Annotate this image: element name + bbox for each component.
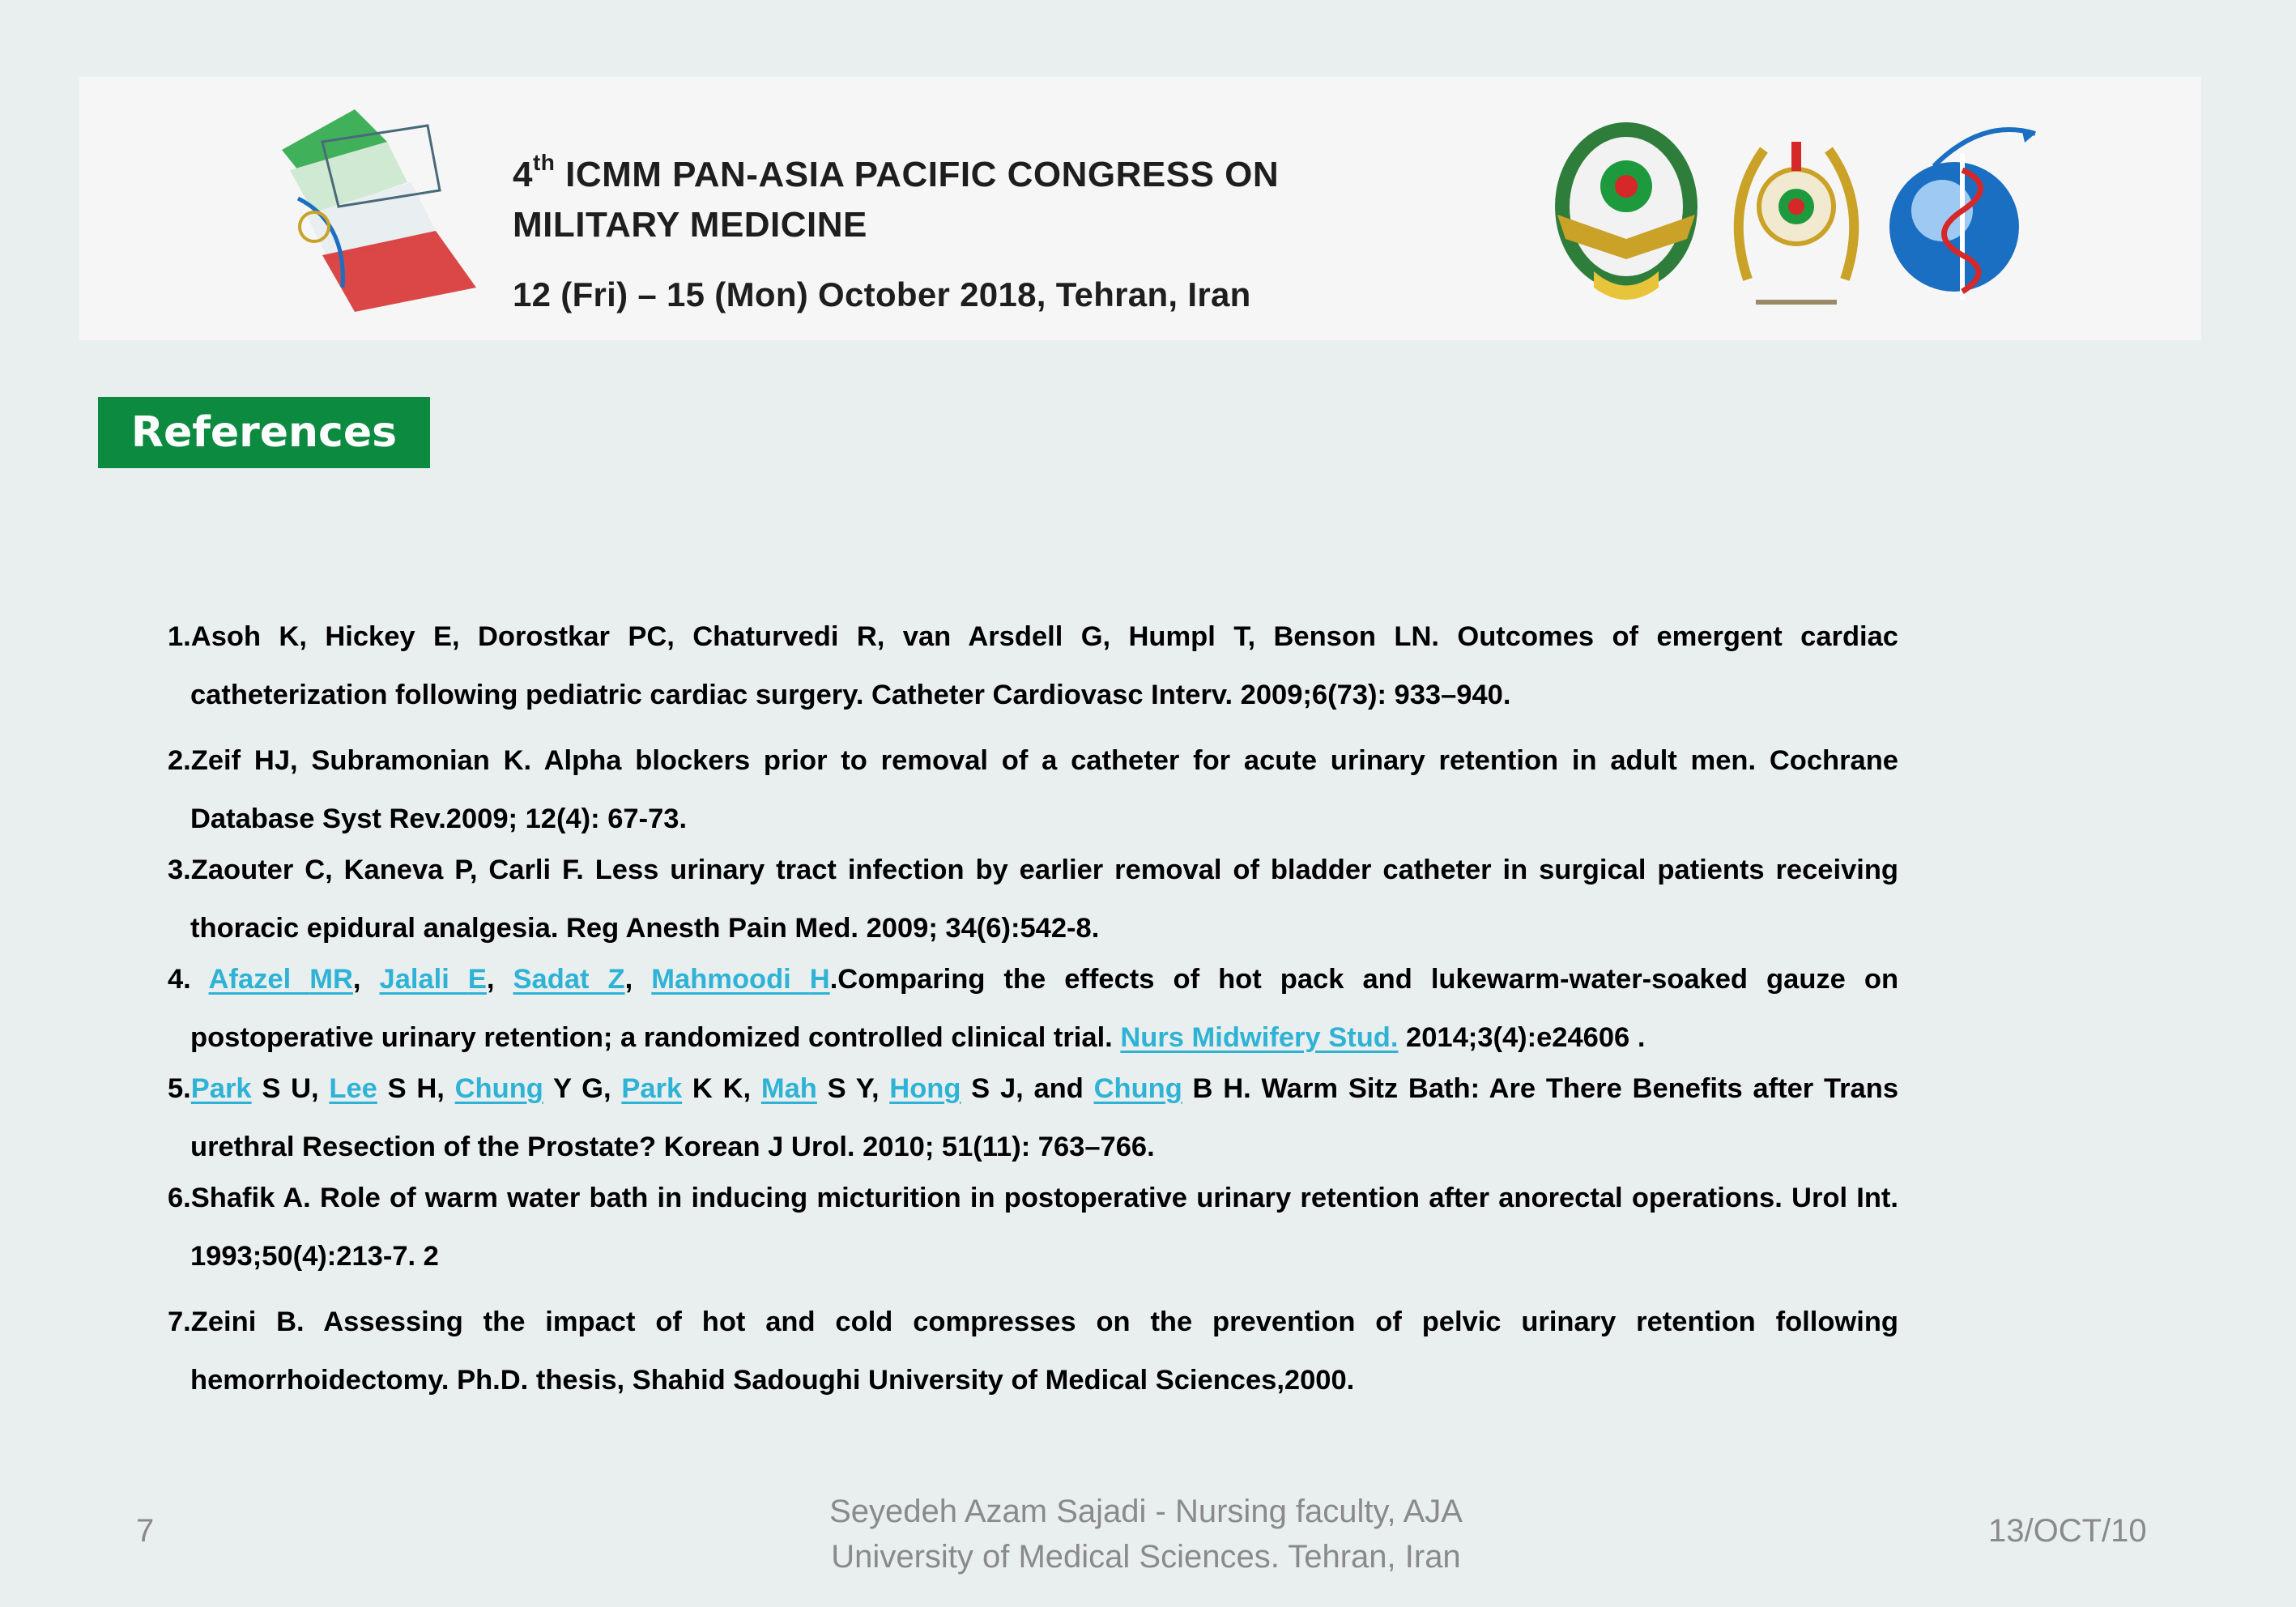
journal-link[interactable]: Nurs Midwifery Stud. xyxy=(1120,1022,1399,1053)
reference-4: 4. Afazel MR, Jalali E, Sadat Z, Mahmoodi H.Comparing the effects of hot pack and lukewarm-water-soaked gauze on postoperative urinary retention; a randomized controlled clinical trial. Nurs Midwifery Stud. 2014;3(4):e24606 . xyxy=(168,964,1899,1053)
author-link[interactable]: Park xyxy=(621,1073,683,1104)
reference-3: 3.Zaouter C, Kaneva P, Carli F. Less urinary tract infection by earlier removal of bladder catheter in surgical patients receiving thoracic epidural analgesia. Reg Anesth Pain Med. 2009; 34(6):542-8. xyxy=(168,855,1898,944)
author-link[interactable]: Park xyxy=(190,1073,252,1104)
author-link[interactable]: H xyxy=(809,964,830,995)
congress-dates: 12 (Fri) – 15 (Mon) October 2018, Tehran, Iran xyxy=(513,275,1251,313)
author-link[interactable]: Mahmoodi xyxy=(651,964,810,995)
author-link[interactable]: Jalali xyxy=(379,964,468,995)
ministry-emblem-icon xyxy=(1723,117,1869,320)
author-link[interactable]: MR xyxy=(309,964,353,995)
reference-5: 5.Park S U, Lee S H, Chung Y G, Park K K, Mah S Y, Hong S J, and Chung B H. Warm Sitz Bath: Are There Benefits after Trans urethral Resection of the Prostate? Korean J Urol. 2010; 51(11): 763–766. xyxy=(168,1073,1898,1162)
section-title: References xyxy=(98,397,430,468)
reference-1: 1.Asoh K, Hickey E, Dorostkar PC, Chaturvedi R, van Arsdell G, Humpl T, Benson LN. Outcomes of emergent cardiac catheterization following pediatric cardiac surgery. Catheter Cardiovasc Interv. 2009;6(73): 933–940. xyxy=(168,621,1898,710)
reference-2: 2.Zeif HJ, Subramonian K. Alpha blockers prior to removal of a catheter for acute urinary retention in adult men. Cochrane Database Syst Rev.2009; 12(4): 67-73. xyxy=(168,745,1898,834)
page-number: 7 xyxy=(136,1513,155,1549)
congress-logo-icon xyxy=(266,93,492,328)
author-link[interactable]: Afazel xyxy=(208,964,310,995)
congress-banner xyxy=(79,77,2201,340)
author-link[interactable]: Hong xyxy=(889,1073,961,1104)
footer-author: Seyedeh Azam Sajadi - Nursing faculty, AJA University of Medical Sciences. Tehran, Iran xyxy=(829,1494,1463,1575)
author-link[interactable]: Sadat xyxy=(513,964,608,995)
congress-title: 4th ICMM PAN-ASIA PACIFIC CONGRESS ON MILITARY MEDICINE xyxy=(513,150,1280,245)
reference-6: 6.Shafik A. Role of warm water bath in inducing micturition in postoperative urinary retention after anorectal operations. Urol Int. 1993;50(4):213-7. 2 xyxy=(168,1183,1898,1272)
author-link[interactable]: Chung xyxy=(1093,1073,1182,1104)
author-link[interactable]: Lee xyxy=(329,1073,377,1104)
author-link[interactable]: Z xyxy=(607,964,625,995)
author-link[interactable]: Mah xyxy=(760,1073,817,1104)
reference-list xyxy=(168,607,1898,1417)
army-emblem-icon xyxy=(1545,117,1707,312)
author-link[interactable]: E xyxy=(467,964,487,995)
footer-date: 13/OCT/10 xyxy=(1988,1513,2147,1549)
medical-globe-icon xyxy=(1885,121,2039,308)
reference-7: 7.Zeini B. Assessing the impact of hot and cold compresses on the prevention of pelvic urinary retention following hemorrhoidectomy. Ph.D. thesis, Shahid Sadoughi University of Medical Sciences,2000. xyxy=(168,1306,1898,1396)
author-link[interactable]: Chung xyxy=(454,1073,543,1104)
